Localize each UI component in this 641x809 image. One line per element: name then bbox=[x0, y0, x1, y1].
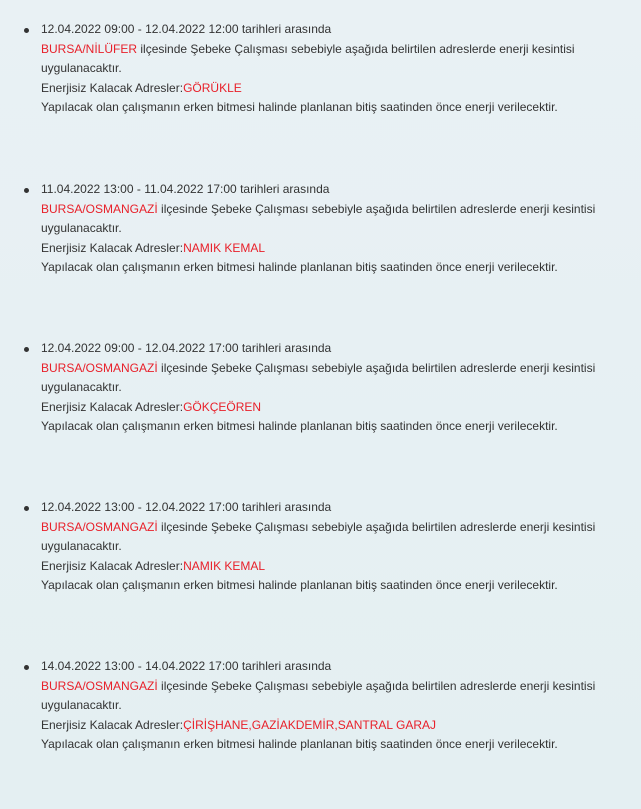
bullet-icon bbox=[24, 347, 29, 352]
location-label: BURSA/NİLÜFER bbox=[41, 41, 138, 56]
note-text: Yapılacak olan çalışmanın erken bitmesi halinde planlanan bitiş saatinden önce enerji verilecektir. bbox=[41, 578, 558, 593]
date-suffix: tarihleri arasında bbox=[238, 500, 332, 514]
note-text: Yapılacak olan çalışmanın erken bitmesi halinde planlanan bitiş saatinden önce enerji verilecektir. bbox=[41, 260, 558, 275]
date-range: 12.04.2022 09:00 - 12.04.2022 17:00 bbox=[41, 341, 239, 355]
address-value: GÖKÇEÖREN bbox=[183, 399, 262, 414]
bullet-icon bbox=[24, 665, 29, 670]
date-range: 11.04.2022 13:00 - 11.04.2022 17:00 bbox=[41, 182, 237, 196]
address-value: GÖRÜKLE bbox=[183, 80, 242, 95]
address-label: Enerjisiz Kalacak Adresler: bbox=[41, 399, 184, 414]
date-suffix: tarihleri arasında bbox=[238, 659, 332, 673]
note-text: Yapılacak olan çalışmanın erken bitmesi halinde planlanan bitiş saatinden önce enerji verilecektir. bbox=[41, 100, 558, 115]
description-text: ilçesinde Şebeke Çalışması sebebiyle aşağıda belirtilen adreslerde enerji kesintisi uygulanacaktır. bbox=[41, 519, 596, 554]
description-line bbox=[41, 359, 631, 398]
description-text: ilçesinde Şebeke Çalışması sebebiyle aşağıda belirtilen adreslerde enerji kesintisi uygulanacaktır. bbox=[41, 201, 596, 236]
address-line bbox=[41, 557, 631, 577]
description-text: ilçesinde Şebeke Çalışması sebebiyle aşağıda belirtilen adreslerde enerji kesintisi uygulanacaktır. bbox=[41, 360, 596, 395]
address-label: Enerjisiz Kalacak Adresler: bbox=[41, 558, 184, 573]
address-line bbox=[41, 239, 631, 259]
address-line bbox=[41, 716, 631, 736]
description-line bbox=[41, 677, 631, 716]
description-text: ilçesinde Şebeke Çalışması sebebiyle aşağıda belirtilen adreslerde enerji kesintisi uygulanacaktır. bbox=[41, 41, 575, 76]
outage-notice-item bbox=[41, 657, 631, 755]
address-line bbox=[41, 398, 631, 418]
address-value: ÇİRİŞHANE,GAZİAKDEMİR,SANTRAL GARAJ bbox=[183, 717, 436, 732]
note-text: Yapılacak olan çalışmanın erken bitmesi halinde planlanan bitiş saatinden önce enerji verilecektir. bbox=[41, 737, 558, 752]
address-label: Enerjisiz Kalacak Adresler: bbox=[41, 240, 184, 255]
note-text: Yapılacak olan çalışmanın erken bitmesi halinde planlanan bitiş saatinden önce enerji verilecektir. bbox=[41, 419, 558, 434]
location-label: BURSA/OSMANGAZİ bbox=[41, 360, 158, 375]
date-line bbox=[41, 20, 631, 40]
outage-notice-item bbox=[41, 180, 631, 278]
address-line bbox=[41, 79, 631, 99]
date-range: 14.04.2022 13:00 - 14.04.2022 17:00 bbox=[41, 659, 239, 673]
description-text: ilçesinde Şebeke Çalışması sebebiyle aşağıda belirtilen adreslerde enerji kesintisi uygulanacaktır. bbox=[41, 678, 596, 713]
outage-notice-item bbox=[41, 498, 631, 596]
date-line bbox=[41, 498, 631, 518]
date-line bbox=[41, 180, 631, 200]
date-suffix: tarihleri arasında bbox=[238, 341, 332, 355]
address-value: NAMIK KEMAL bbox=[183, 240, 266, 255]
address-value: NAMIK KEMAL bbox=[183, 558, 266, 573]
bullet-icon bbox=[24, 506, 29, 511]
date-range: 12.04.2022 13:00 - 12.04.2022 17:00 bbox=[41, 500, 239, 514]
address-label: Enerjisiz Kalacak Adresler: bbox=[41, 717, 184, 732]
description-line bbox=[41, 200, 631, 239]
description-line bbox=[41, 518, 631, 557]
bullet-icon bbox=[24, 28, 29, 33]
description-line bbox=[41, 40, 631, 79]
date-suffix: tarihleri arasında bbox=[236, 182, 330, 196]
location-label: BURSA/OSMANGAZİ bbox=[41, 201, 158, 216]
outage-notice-item bbox=[41, 339, 631, 437]
outage-notice-item bbox=[41, 20, 631, 118]
date-range: 12.04.2022 09:00 - 12.04.2022 12:00 bbox=[41, 22, 239, 36]
location-label: BURSA/OSMANGAZİ bbox=[41, 678, 158, 693]
date-line bbox=[41, 657, 631, 677]
address-label: Enerjisiz Kalacak Adresler: bbox=[41, 80, 184, 95]
location-label: BURSA/OSMANGAZİ bbox=[41, 519, 158, 534]
bullet-icon bbox=[24, 188, 29, 193]
date-line bbox=[41, 339, 631, 359]
date-suffix: tarihleri arasında bbox=[238, 22, 332, 36]
